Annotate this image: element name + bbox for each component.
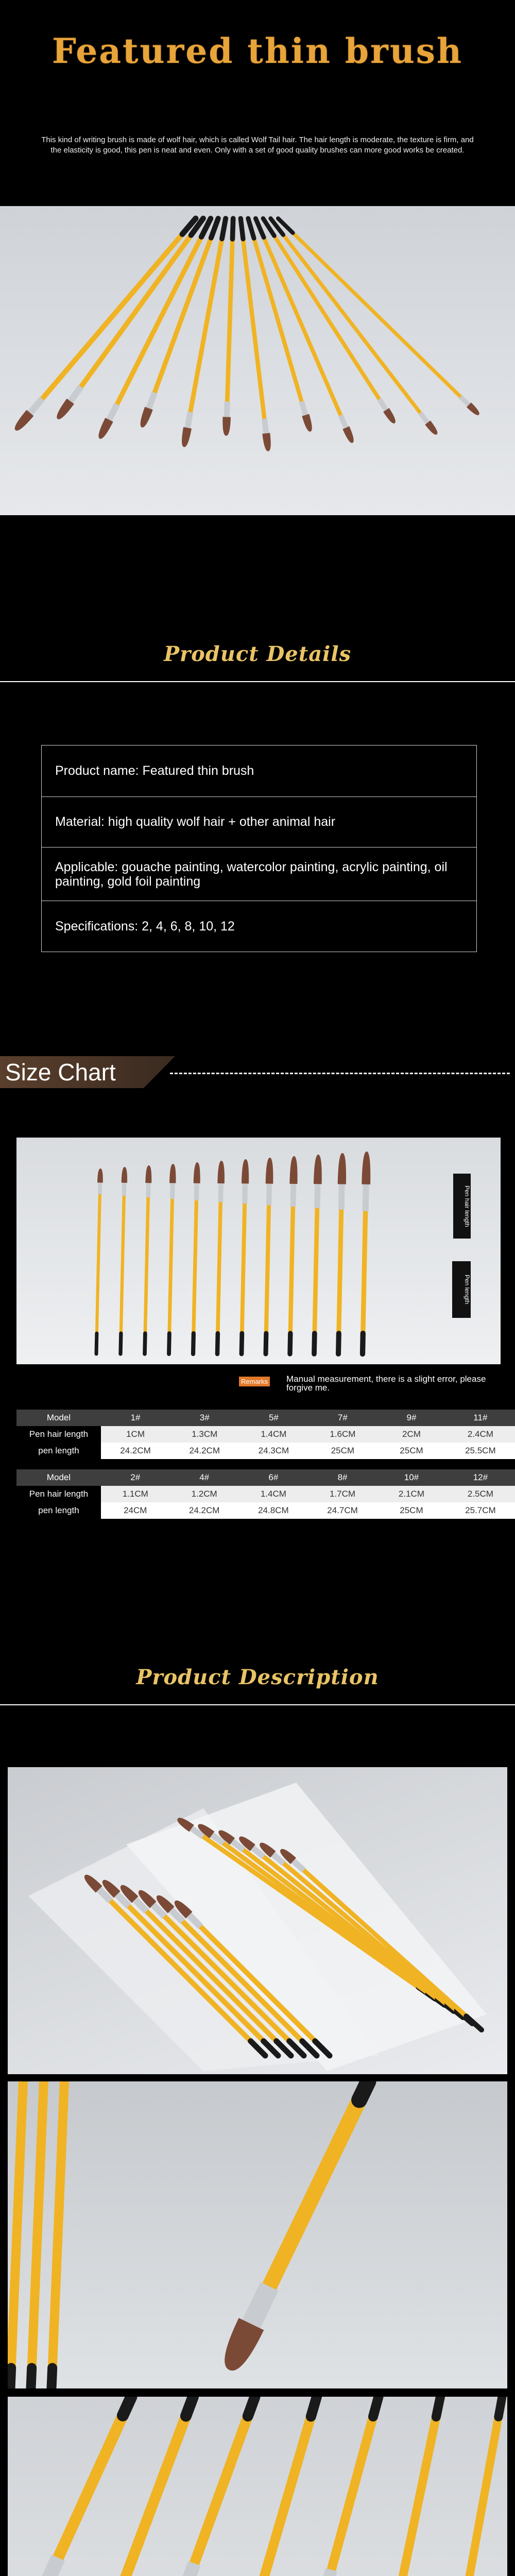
section-divider (0, 681, 515, 682)
table-cell: 6# (239, 1469, 308, 1486)
paint-brush (241, 2397, 317, 2576)
table-cell: 24.2CM (101, 1443, 170, 1459)
table-cell: 24.2CM (170, 1502, 239, 1519)
paint-brush (313, 2397, 379, 2576)
table-cell: 3# (170, 1410, 239, 1426)
table-cell: 2# (101, 1469, 170, 1486)
paint-brush (278, 218, 479, 415)
row-header: Pen hair length (16, 1486, 101, 1502)
table-cell: 1CM (101, 1426, 170, 1443)
packaged-brushes-illustration (8, 1767, 507, 2074)
paint-brush (362, 1151, 370, 1354)
product-details-table (41, 745, 477, 952)
row-header: Pen hair length (16, 1426, 101, 1443)
table-cell: 1.1CM (101, 1486, 170, 1502)
table-cell: 1# (101, 1410, 170, 1426)
paint-brush (96, 1168, 103, 1354)
table-cell: 25CM (377, 1502, 446, 1519)
paint-brush (241, 218, 270, 451)
table-cell: 4# (170, 1469, 239, 1486)
brush-fan-illustration (0, 206, 515, 515)
paint-brush (225, 2081, 368, 2370)
paint-brush (242, 1159, 249, 1354)
row-header: pen length (16, 1443, 101, 1459)
spec-row-name (42, 745, 476, 797)
table-cell: 10# (377, 1469, 446, 1486)
product-details-heading: Product Details (163, 642, 352, 666)
spec-text: Product name: Featured thin brush (55, 764, 254, 778)
table-cell: 12# (446, 1469, 515, 1486)
table-cell: 2.4CM (446, 1426, 515, 1443)
dashed-divider (170, 1073, 510, 1074)
table-row (16, 1469, 515, 1486)
table-cell: 11# (446, 1410, 515, 1426)
paint-brush (338, 1153, 346, 1354)
table-cell: 1.7CM (308, 1486, 377, 1502)
brush-lineup-illustration (16, 1138, 501, 1364)
table-cell: 9# (377, 1410, 445, 1426)
paint-brush (15, 218, 196, 431)
table-cell: 24.2CM (170, 1443, 239, 1459)
table-row (16, 1410, 515, 1426)
paint-brush (222, 218, 233, 436)
spec-text: Specifications: 2, 4, 6, 8, 10, 12 (55, 919, 235, 934)
size-chart-photo (16, 1138, 501, 1364)
size-table-odd (16, 1410, 515, 1459)
table-cell: 1.4CM (239, 1426, 308, 1443)
remarks-text: Manual measurement, there is a slight error, please forgive me. (286, 1374, 486, 1393)
hair-length-tag: Pen hair length (453, 1174, 471, 1239)
paint-brush (98, 218, 211, 439)
hero-product-photo (0, 206, 515, 515)
remarks-badge: Remarks (239, 1377, 270, 1386)
spec-text: Material: high quality wolf hair + other animal hair (55, 815, 336, 829)
paint-brush (270, 218, 437, 435)
table-cell: 25CM (377, 1443, 445, 1459)
pen-length-tag: Pen length (452, 1261, 471, 1318)
table-cell: 5# (239, 1410, 308, 1426)
description-photo-closeup (8, 2081, 507, 2388)
spec-row-applicable (42, 848, 476, 901)
table-cell: 7# (308, 1410, 377, 1426)
table-cell: 24.7CM (308, 1502, 377, 1519)
product-description-heading: Product Description (136, 1665, 379, 1689)
page-title: Featured thin brush (52, 31, 463, 71)
section-divider (0, 1704, 515, 1705)
paint-brush (121, 1167, 127, 1354)
brush-closeup-illustration (8, 2081, 507, 2388)
product-intro-text: This kind of writing brush is made of wolf hair, which is called Wolf Tail hair. The hair length is moderate, the texture is firm, and the elasticity is good, this pen is neat and even. Only with a set of good quality brushes can more good works be created. (41, 135, 474, 155)
paint-brush (169, 1164, 176, 1354)
table-cell: 24.3CM (239, 1443, 308, 1459)
row-header: Model (16, 1410, 101, 1426)
table-cell: 2.5CM (446, 1486, 515, 1502)
row-header: Model (16, 1469, 101, 1486)
paint-brush (314, 1155, 322, 1354)
table-cell: 2CM (377, 1426, 445, 1443)
table-cell: 25CM (308, 1443, 377, 1459)
paint-brush (289, 1156, 297, 1354)
table-cell: 1.3CM (170, 1426, 239, 1443)
table-cell: 24CM (101, 1502, 170, 1519)
spec-row-material (42, 797, 476, 848)
table-row (16, 1502, 515, 1519)
paint-brush (52, 2081, 73, 2388)
size-chart-heading: Size Chart (5, 1059, 116, 1086)
table-row (16, 1443, 515, 1459)
table-cell: 24.8CM (239, 1502, 308, 1519)
table-cell: 2.1CM (377, 1486, 446, 1502)
table-cell: 1.6CM (308, 1426, 377, 1443)
paint-brush (97, 2397, 193, 2576)
table-cell: 1.2CM (170, 1486, 239, 1502)
paint-brush (193, 1162, 200, 1354)
table-cell: 1.4CM (239, 1486, 308, 1502)
paint-brush (384, 2397, 440, 2576)
paint-brush (266, 1158, 273, 1354)
paint-brush (456, 2397, 502, 2576)
paint-brush (217, 1161, 225, 1354)
table-row (16, 1486, 515, 1502)
size-table-even (16, 1469, 515, 1519)
paint-brush (145, 1165, 151, 1354)
spec-text: Applicable: gouache painting, watercolor painting, acrylic painting, oil painting, gold foil painting (55, 859, 448, 889)
spec-row-specifications (42, 901, 476, 952)
description-photo-packaged (8, 1767, 507, 2074)
table-cell: 25.7CM (446, 1502, 515, 1519)
description-photo-tips (8, 2397, 507, 2576)
table-cell: 8# (308, 1469, 377, 1486)
paint-brush (25, 2397, 131, 2576)
table-row (16, 1426, 515, 1443)
table-cell: 25.5CM (446, 1443, 515, 1459)
brush-tips-illustration (8, 2397, 507, 2576)
row-header: pen length (16, 1502, 101, 1519)
